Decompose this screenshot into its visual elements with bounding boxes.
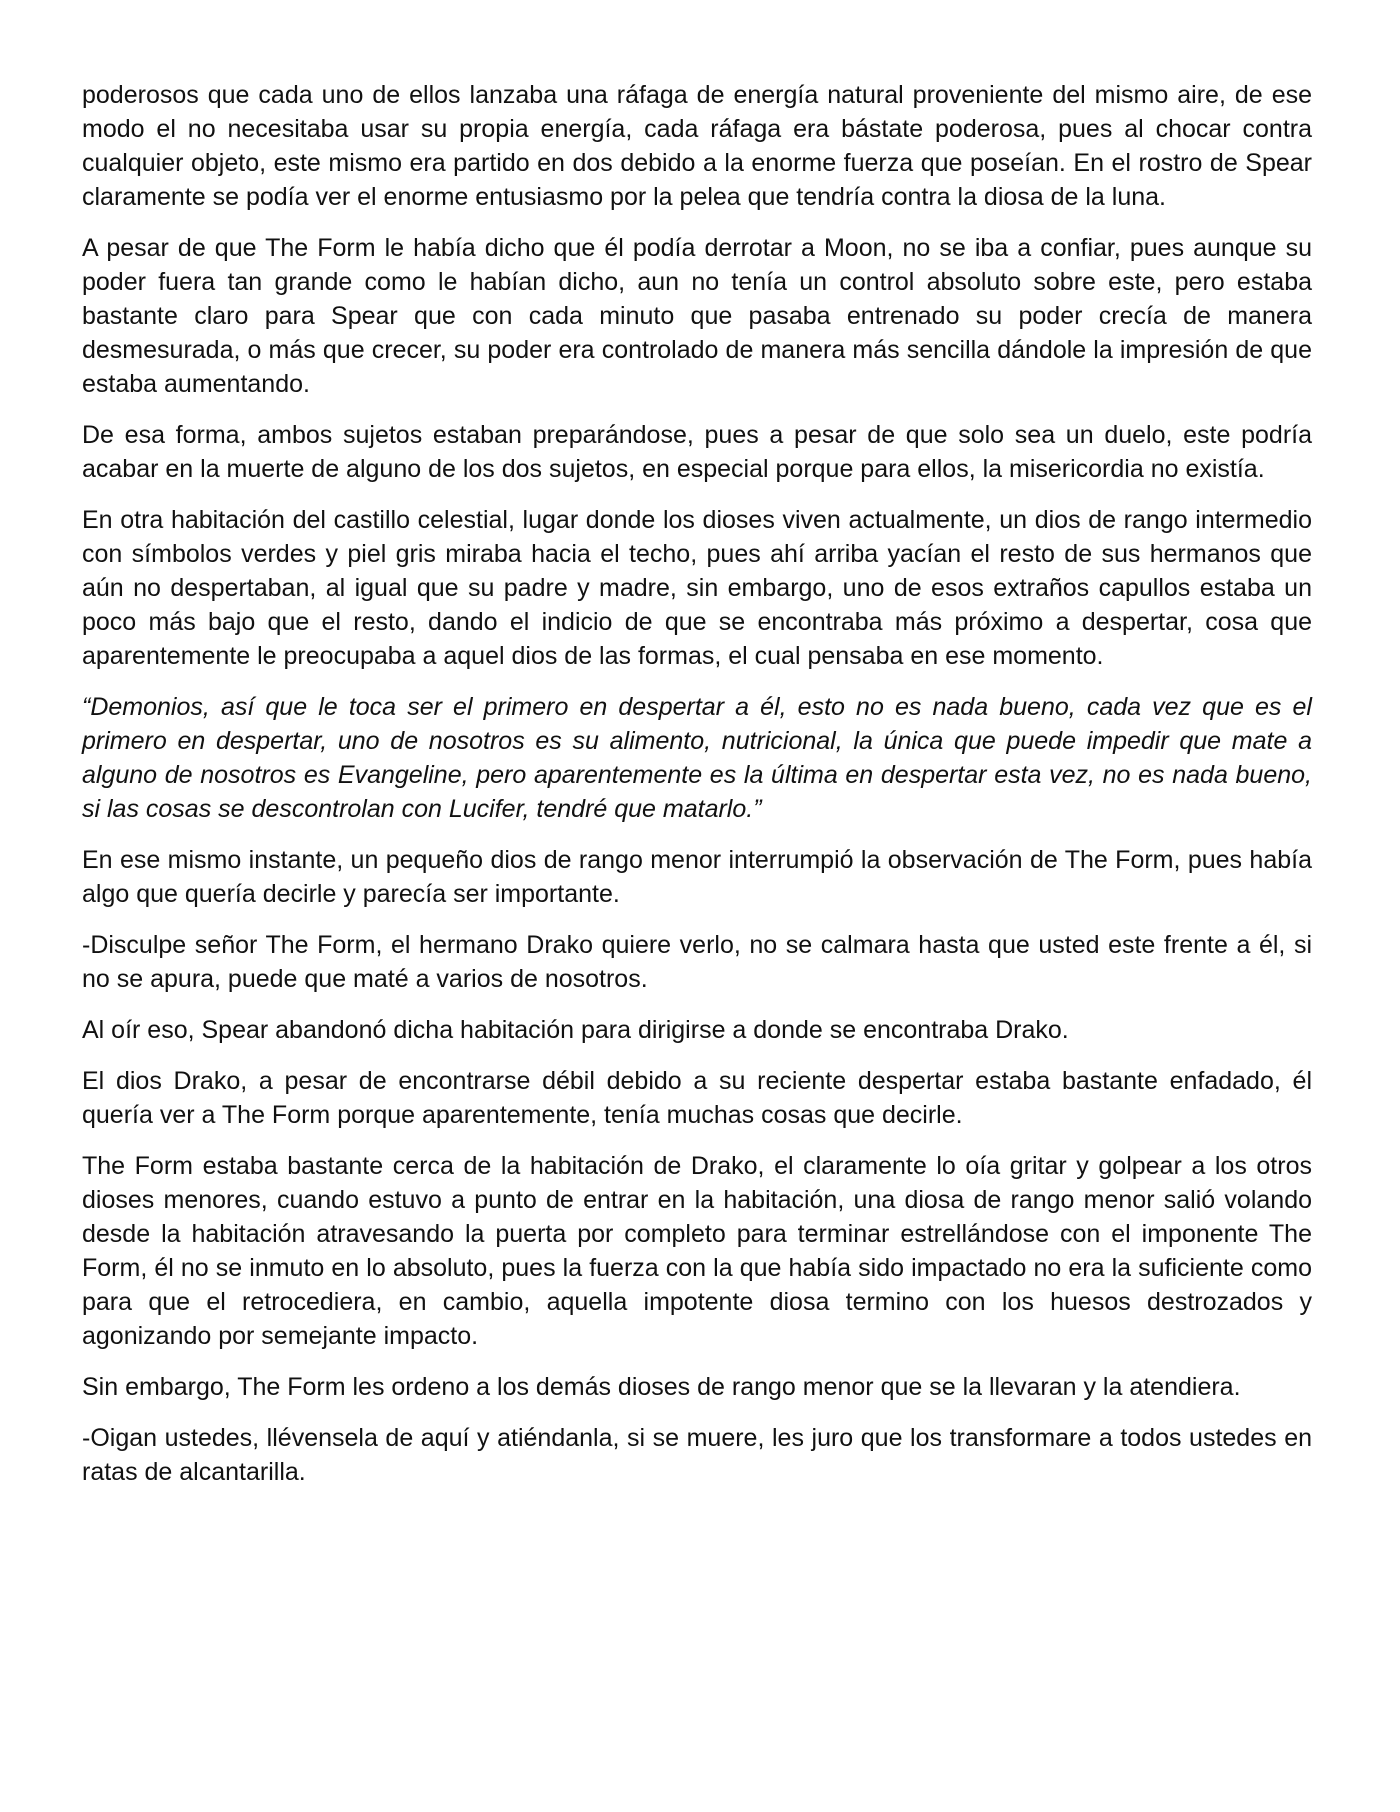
document-page xyxy=(82,78,1312,1506)
paragraph: De esa forma, ambos sujetos estaban preparándose, pues a pesar de que solo sea un duelo, este podría acabar en la muerte de alguno de los dos sujetos, en especial porque para ellos, la misericordia no existía. xyxy=(82,421,1312,483)
paragraph: Al oír eso, Spear abandonó dicha habitación para dirigirse a donde se encontraba Drako. xyxy=(82,1016,1069,1044)
paragraph: El dios Drako, a pesar de encontrarse débil debido a su reciente despertar estaba bastante enfadado, él quería ver a The Form porque aparentemente, tenía muchas cosas que decirle. xyxy=(82,1067,1312,1129)
paragraph: En ese mismo instante, un pequeño dios de rango menor interrumpió la observación de The Form, pues había algo que quería decirle y parecía ser importante. xyxy=(82,846,1312,908)
paragraph: A pesar de que The Form le había dicho que él podía derrotar a Moon, no se iba a confiar, pues aunque su poder fuera tan grande como le habían dicho, aun no tenía un control absoluto sobre este, pero estaba bastante claro para Spear que con cada minuto que pasaba entrenado su poder crecía de manera desmesurada, o más que crecer, su poder era controlado de manera más sencilla dándole la impresión de que estaba aumentando. xyxy=(82,234,1312,398)
paragraph-dialogue: -Disculpe señor The Form, el hermano Drako quiere verlo, no se calmara hasta que usted este frente a él, si no se apura, puede que maté a varios de nosotros. xyxy=(82,931,1312,993)
paragraph-dialogue: -Oigan ustedes, llévensela de aquí y atiéndanla, si se muere, les juro que los transformare a todos ustedes en ratas de alcantarilla. xyxy=(82,1424,1312,1486)
paragraph-italic-thought: “Demonios, así que le toca ser el primero en despertar a él, esto no es nada bueno, cada vez que es el primero en despertar, uno de nosotros es su alimento, nutricional, la única que puede impedir que mate a alguno de nosotros es Evangeline, pero aparentemente es la última en despertar esta vez, no es nada bueno, si las cosas se descontrolan con Lucifer, tendré que matarlo.” xyxy=(82,693,1312,823)
paragraph: En otra habitación del castillo celestial, lugar donde los dioses viven actualmente, un dios de rango intermedio con símbolos verdes y piel gris miraba hacia el techo, pues ahí arriba yacían el resto de sus hermanos que aún no despertaban, al igual que su padre y madre, sin embargo, uno de esos extraños capullos estaba un poco más bajo que el resto, dando el indicio de que se encontraba más próximo a despertar, cosa que aparentemente le preocupaba a aquel dios de las formas, el cual pensaba en ese momento. xyxy=(82,506,1312,670)
paragraph: poderosos que cada uno de ellos lanzaba una ráfaga de energía natural proveniente del mismo aire, de ese modo el no necesitaba usar su propia energía, cada ráfaga era bástate poderosa, pues al chocar contra cualquier objeto, este mismo era partido en dos debido a la enorme fuerza que poseían. En el rostro de Spear claramente se podía ver el enorme entusiasmo por la pelea que tendría contra la diosa de la luna. xyxy=(82,81,1312,211)
paragraph: The Form estaba bastante cerca de la habitación de Drako, el claramente lo oía gritar y golpear a los otros dioses menores, cuando estuvo a punto de entrar en la habitación, una diosa de rango menor salió volando desde la habitación atravesando la puerta por completo para terminar estrellándose con el imponente The Form, él no se inmuto en lo absoluto, pues la fuerza con la que había sido impactado no era la suficiente como para que el retrocediera, en cambio, aquella impotente diosa termino con los huesos destrozados y agonizando por semejante impacto. xyxy=(82,1152,1312,1350)
paragraph: Sin embargo, The Form les ordeno a los demás dioses de rango menor que se la llevaran y la atendiera. xyxy=(82,1373,1241,1401)
